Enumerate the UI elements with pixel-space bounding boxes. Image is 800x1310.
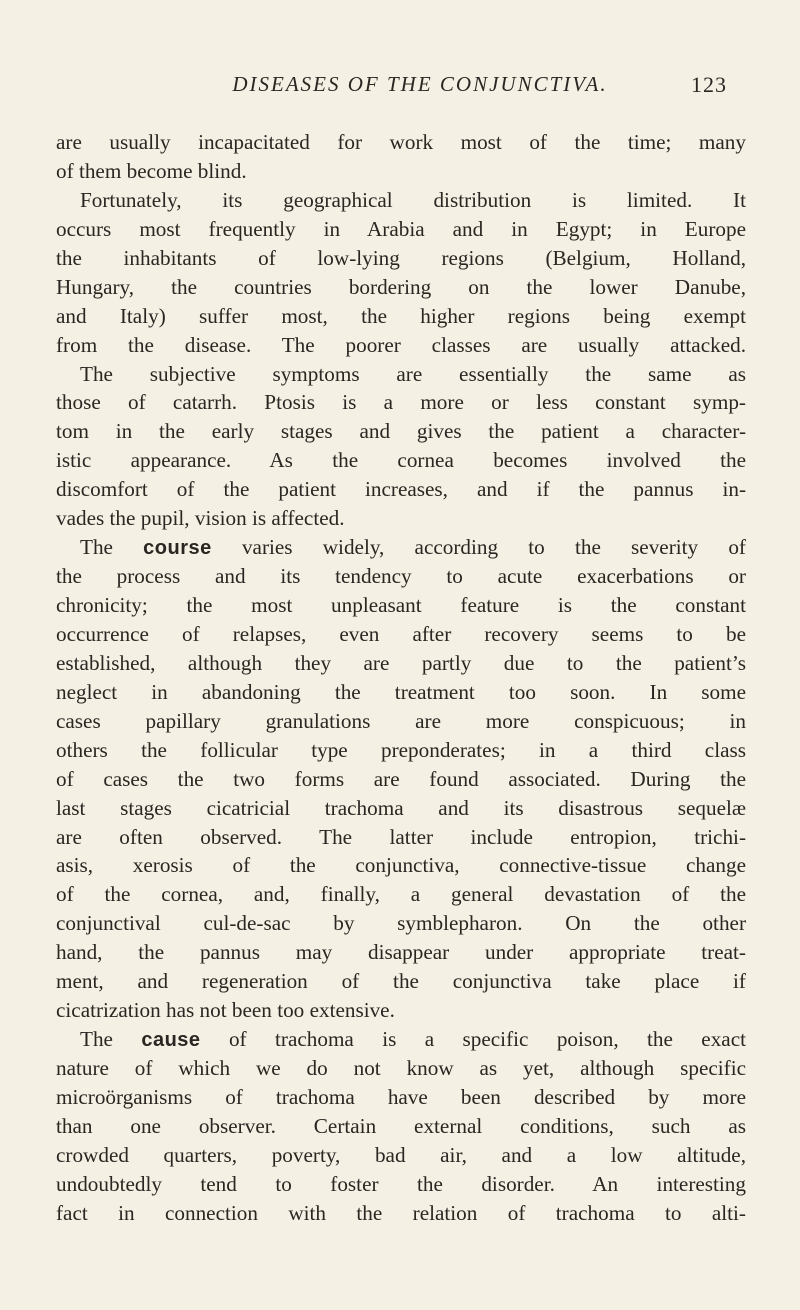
page-number: 123 [691, 72, 727, 97]
text-line: the process and its tendency to acute exacerbations or [56, 564, 746, 589]
text-line: undoubtedly tend to foster the disorder. An interesting [56, 1171, 746, 1196]
text-line: cicatrization has not been too extensive. [56, 998, 395, 1023]
text-line: from the disease. The poorer classes are usually attacked. [56, 332, 746, 357]
text-line: occurrence of relapses, even after recovery seems to be [56, 621, 746, 646]
text-line: are usually incapacitated for work most of the time; many [56, 130, 746, 154]
text-line: occurs most frequently in Arabia and in Egypt; in Europe [56, 216, 746, 241]
text-line: of the cornea, and, finally, a general devastation of the [56, 882, 746, 907]
side-heading: course [143, 537, 212, 560]
text-line: others the follicular type preponderates; in a third class [56, 737, 746, 762]
text-line: discomfort of the patient increases, and if the pannus in- [56, 477, 746, 502]
line-text-post: varies widely, according to the severity of [211, 535, 746, 560]
text-line: neglect in abandoning the treatment too soon. In some [56, 679, 746, 704]
text-line: last stages cicatricial trachoma and its disastrous sequelæ [56, 795, 746, 820]
text-line: cases papillary granulations are more conspicuous; in [56, 708, 746, 733]
text-line: crowded quarters, poverty, bad air, and a low altitude, [56, 1142, 746, 1167]
text-line: nature of which we do not know as yet, although specific [56, 1056, 746, 1080]
text-line: established, although they are partly due to the patient’s [56, 650, 746, 675]
line-text-pre: The [80, 535, 144, 560]
text-line: chronicity; the most unpleasant feature is the constant [56, 593, 746, 617]
text-line [56, 1025, 746, 1054]
text-line: istic appearance. As the cornea becomes involved the [56, 448, 746, 473]
running-head [120, 70, 727, 100]
text-line [56, 533, 746, 562]
text-line: asis, xerosis of the conjunctiva, connective-tissue change [56, 853, 746, 878]
text-line: are often observed. The latter include entropion, trichi- [56, 824, 746, 849]
text-line: those of catarrh. Ptosis is a more or less constant symp- [56, 390, 746, 415]
text-line: ment, and regeneration of the conjunctiva take place if [56, 969, 746, 994]
line-text-pre: The [80, 1027, 142, 1052]
side-heading: cause [141, 1029, 201, 1052]
text-line: Fortunately, its geographical distribution is limited. It [80, 187, 746, 212]
text-line: tom in the early stages and gives the patient a character- [56, 419, 746, 444]
body-text [56, 128, 746, 1228]
text-line: The subjective symptoms are essentially the same as [80, 361, 746, 386]
line-text-post: of trachoma is a specific poison, the exact [200, 1027, 746, 1052]
text-line: vades the pupil, vision is affected. [56, 506, 345, 531]
text-line: than one observer. Certain external conditions, such as [56, 1113, 746, 1138]
text-line: hand, the pannus may disappear under appropriate treat- [56, 940, 746, 965]
text-line: of them become blind. [56, 158, 247, 183]
text-line: fact in connection with the relation of trachoma to alti- [56, 1200, 746, 1225]
text-line: of cases the two forms are found associated. During the [56, 766, 746, 791]
running-title: DISEASES OF THE CONJUNCTIVA. [232, 72, 608, 96]
text-line: microörganisms of trachoma have been described by more [56, 1084, 746, 1109]
text-line: and Italy) suffer most, the higher regions being exempt [56, 303, 746, 328]
text-line: the inhabitants of low-lying regions (Belgium, Holland, [56, 245, 746, 270]
text-line: conjunctival cul-de-sac by symblepharon. On the other [56, 911, 746, 936]
text-line: Hungary, the countries bordering on the lower Danube, [56, 274, 746, 299]
